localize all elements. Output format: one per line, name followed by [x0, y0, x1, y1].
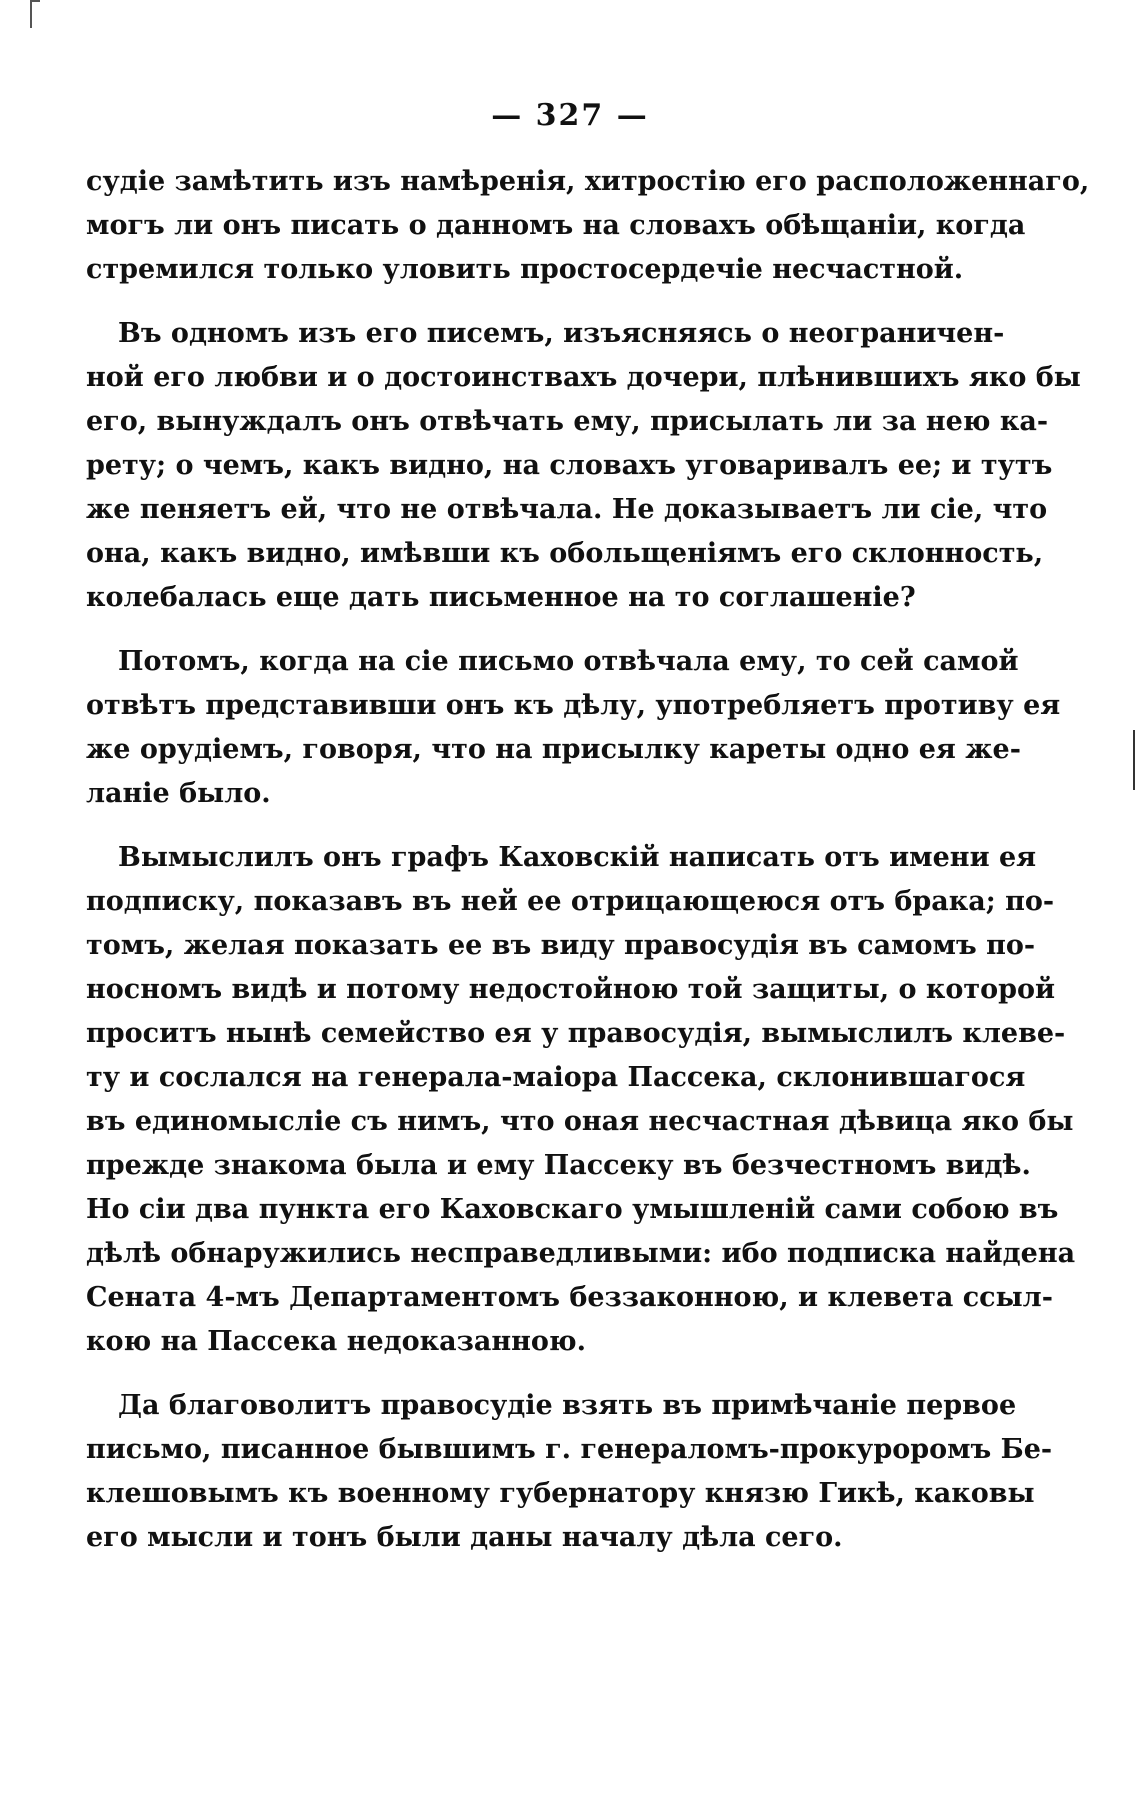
- text-line: въ единомысліе съ нимъ, что оная несчастная дѣвица яко бы: [86, 1106, 1074, 1137]
- text-line: клешовымъ къ военному губернатору князю Гикѣ, каковы: [86, 1478, 1035, 1509]
- text-line: стремился только уловить простосердечіе несчастной.: [86, 254, 964, 285]
- text-line: же орудіемъ, говоря, что на присылку кареты одно ея же-: [86, 734, 1021, 765]
- text-line: ту и сослался на генерала-маіора Пассека, склонившагося: [86, 1062, 1026, 1093]
- paragraph: [86, 1384, 1053, 1560]
- text-line: Въ одномъ изъ его писемъ, изъясняясь о неограничен-: [118, 318, 1005, 349]
- text-line: проситъ нынѣ семейство ея у правосудія, вымыслилъ клеве-: [86, 1018, 1066, 1049]
- text-line: томъ, желая показать ее въ виду правосудія въ самомъ по-: [86, 930, 1036, 961]
- text-line: Но сіи два пункта его Каховскаго умышленій сами собою въ: [86, 1194, 1059, 1225]
- text-line: судіе замѣтить изъ намѣренія, хитростію его расположеннаго,: [86, 166, 1090, 197]
- text-line: подписку, показавъ въ ней ее отрицающеюся отъ брака; по-: [86, 886, 1055, 917]
- text-line: письмо, писанное бывшимъ г. генераломъ-прокуроромъ Бе-: [86, 1434, 1053, 1465]
- text-line: ной его любви и о достоинствахъ дочери, плѣнившихъ яко бы: [86, 362, 1081, 393]
- text-line: носномъ видѣ и потому недостойною той защиты, о которой: [86, 974, 1056, 1005]
- text-line: рету; о чемъ, какъ видно, на словахъ уговаривалъ ее; и тутъ: [86, 450, 1053, 481]
- text-line: же пеняетъ ей, что не отвѣчала. Не доказываетъ ли сіе, что: [86, 494, 1048, 525]
- text-line: его мысли и тонъ были даны началу дѣла сего.: [86, 1522, 843, 1553]
- text-line: она, какъ видно, имѣвши къ обольщеніямъ его склонность,: [86, 538, 1044, 569]
- text-line: Да благоволитъ правосудіе взять въ примѣчаніе первое: [118, 1390, 1017, 1421]
- text-line: дѣлѣ обнаружились несправедливыми: ибо подписка найдена: [86, 1238, 1076, 1269]
- page-number: — 327 —: [491, 98, 649, 133]
- paragraph: [86, 640, 1061, 816]
- paragraph: [86, 160, 1090, 292]
- text-line: могъ ли онъ писать о данномъ на словахъ обѣщаніи, когда: [86, 210, 1026, 241]
- scan-edge-mark: [1133, 730, 1135, 790]
- text-line: Сената 4-мъ Департаментомъ беззаконною, и клевета ссыл-: [86, 1282, 1053, 1313]
- scan-corner-mark-horizontal: [30, 0, 40, 2]
- paragraph: [86, 836, 1076, 1364]
- paragraph: [86, 312, 1081, 620]
- text-line: Вымыслилъ онъ графъ Каховскій написать отъ имени ея: [118, 842, 1037, 873]
- text-line: кою на Пассека недоказанною.: [86, 1326, 586, 1357]
- text-line: прежде знакома была и ему Пассеку въ безчестномъ видѣ.: [86, 1150, 1031, 1181]
- text-line: ланіе было.: [86, 778, 271, 809]
- scan-corner-mark: [30, 0, 32, 28]
- text-line: Потомъ, когда на сіе письмо отвѣчала ему, то сей самой: [118, 646, 1019, 677]
- text-line: колебалась еще дать письменное на то соглашеніе?: [86, 582, 916, 613]
- text-line: его, вынуждалъ онъ отвѣчать ему, присылать ли за нею ка-: [86, 406, 1049, 437]
- text-line: отвѣтъ представивши онъ къ дѣлу, употребляетъ противу ея: [86, 690, 1061, 721]
- body-text: [86, 160, 1090, 1560]
